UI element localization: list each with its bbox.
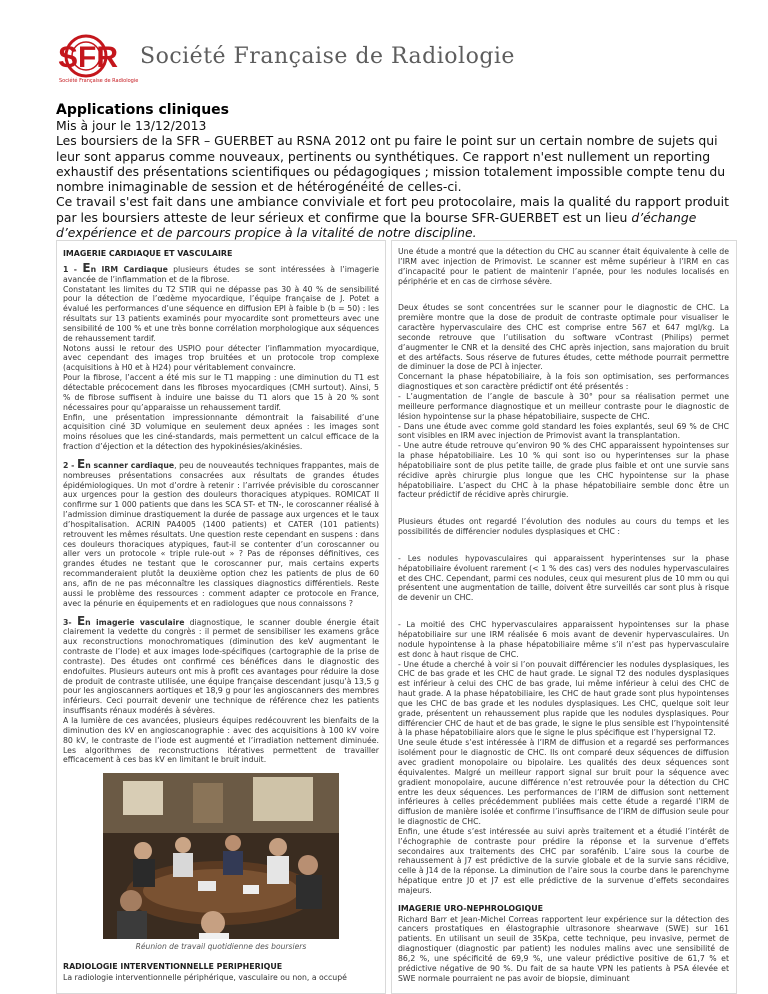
paragraph: Plusieurs études ont regardé l’évolution des nodules au cours du temps et les possibilités de différencier nodules dysplasiques et CHC : [398, 517, 729, 537]
section-heading-uro: IMAGERIE URO-NEPHROLOGIQUE [398, 903, 544, 913]
logo-subtitle: Société Française de Radiologie [59, 78, 139, 84]
paragraph: - L’augmentation de l’angle de bascule à 30° pour sa réalisation permet une meilleure performance diagnostique et un meilleur contraste pour le diagnostic de lésion hypointense sur la phase hépatobiliaire, suspecte de CHC. [398, 391, 729, 421]
intro-paragraph-2 [56, 194, 736, 240]
item-number: 2 - [63, 460, 78, 470]
intro-p2-text: Ce travail s'est fait dans une ambiance conviviale et fort peu protocolaire, mais la qualité du rapport produit par les boursiers atteste de leur sérieux et confirme que la bourse SFR-GUERBET est un lieu [56, 194, 729, 225]
meeting-photo [103, 773, 339, 939]
cardiac-ct-paragraph [63, 456, 379, 609]
right-column [391, 240, 737, 994]
paragraph: - Les nodules hypovasculaires qui apparaissent hyperintenses sur la phase hépatobiliaire évoluent rarement (< 1 % des cas) vers des nodules hypervasculaires et des CHC. Cependant, parmi ces nodules, ceux qui mesurent plus de 10 mm ou qui présentent une augmentation de taille, doivent être surveillés car sont plus à risque de devenir un CHC. [398, 553, 729, 603]
section-heading-interventional: RADIOLOGIE INTERVENTIONNELLE PERIPHERIQUE [63, 962, 283, 972]
paragraph: A la lumière de ces avancées, plusieurs équipes redécouvrent les bienfaits de la diminution des kV en angioscanographie : avec des acquisitions à 100 kV voire 80 kV, le contraste de l’iode est augmenté et l’irradiation nettement diminuée. Les algorithmes de reconstructions itératives permettent de travailler efficacement à ces bas kV en limitant le bruit induit. [63, 715, 379, 765]
left-column [56, 240, 386, 994]
paragraph: - Dans une étude avec comme gold standard les foies explantés, seul 69 % de CHC sont visibles en IRM avec injection de Primovist avant la transplantation. [398, 421, 729, 441]
item-text: , peu de nouveautés techniques frappantes, mais de nombreuses présentations consacrées aux résultats de grandes études épidémiologiques. Un mot d’ordre à retenir : l’arrivée prévisible du coroscanner aux urgences pour la gestion des douleurs thoraciques atypiques. ROMICAT II confirme sur 1 000 patients que dans les SCA ST- et TN-, le coroscanner réalisé à l’admission diminue drastiquement la durée de passage aux urgences et le taux d’hospitalisation. ACRIN PA4005 (1400 patients) et CATER (101 patients) retrouvent les mêmes résultats. Une question reste cependant en suspens : dans ces douleurs thoraciques atypiques, faut-il se contenter d’un coroscanner ou aller vers un protocole « triple rule-out » ? Pas de réponses définitives, ces grandes études ne testant que le coroscanner pur, mais certains experts recommanderaient plutôt la deuxième option chez les patients de plus de 60 ans, afin de ne pas méconnaître les classiques diagnostics différentiels. Reste aussi le problème des ressources : comment adapter ce protocole en France, avec la pénurie en équipements et en radiologues que nous connaissons ? [63, 460, 379, 608]
paragraph: La radiologie interventionnelle périphérique, vasculaire ou non, a occupé [63, 972, 347, 982]
section-heading-cardiac: IMAGERIE CARDIAQUE ET VASCULAIRE [63, 249, 233, 258]
item-title: n scanner cardiaque [85, 460, 175, 470]
paragraph: Pour la fibrose, l’accent a été mis sur le T1 mapping : une diminution du T1 est détectable précocement dans les fibroses myocardiques (CMH surtout). Ainsi, 5 % de fibrose suffisent à induire une baisse du T1 alors que 15 à 20 % sont nécessaires pour qu’apparaisse un rehaussement tardif. [63, 373, 379, 412]
intro-p2-italic: d’échange d’expérience et de parcours propice à la vitalité de notre discipline. [56, 209, 697, 241]
paragraph: Notons aussi le retour des USPIO pour détecter l’inflammation myocardique, avec cependant des images trop bruitées et un protocole trop complexe (acquisitions à H0 et à H24) pour véritablement convaincre. [63, 343, 379, 373]
paragraph: Deux études se sont concentrées sur le scanner pour le diagnostic de CHC. La première montre que la dose de produit de contraste optimale pour visualiser le caractère hypervasculaire des CHC est comprise entre 567 et 647 mgI/kg. La seconde retrouve que l’utilisation du software vContrast (Philips) permet d’augmenter le CNR et la densité des CHC après injection, sans majoration du bruit et des artéfacts. Sous réserve de futures études, cette méthode pourrait permettre de diminuer la dose de PCI à injecter. [398, 303, 729, 372]
dropcap: E [82, 260, 91, 275]
dropcap: E [76, 613, 86, 628]
item-text: diagnostique, le scanner double énergie était clairement la vedette du congrès : il permet de sensibiliser les examens grâce aux reconstructions monochromatiques (diminution des keV augmentant le contraste de l’Iode) et aux images Iode-spécifiques (cartographie de la prise de contraste). Des études ont confirmé ces bénéfices dans le diagnostic des endofuites. Plusieurs auteurs ont mis à profit ces avantages pour réduire la dose de produit de contraste utilisée, une équipe française descendant jusqu’à 13,5 g pour les angioscanners aortiques et 18,9 g pour les angioscanners des membres inférieurs. Ceci pourrait devenir une technique de référence chez les patients insuffisants rénaux modérés à sévères. [63, 617, 379, 716]
svg-text:SFR: SFR [58, 41, 118, 74]
item-title: n imagerie vasculaire [85, 617, 185, 627]
intro [56, 118, 736, 240]
item-number: 1 - [63, 264, 83, 274]
page-title: Applications cliniques [56, 102, 229, 118]
paragraph: Enfin, une étude s’est intéressée au suivi après traitement et a étudié l’intérêt de l’échographie de contraste pour prédire la réponse et la survenue d’effets secondaires aux traitements des CHC par sorafénib. L’aire sous la courbe de rehaussement à J7 est prédictive de la survie globale et de la survie sans récidive, celle à J14 de la réponse. La diminution de l’aire sous la courbe dans le parenchyme hépatique entre J0 et J7 est elle prédictive de la survenue d’effets secondaires majeurs. [398, 826, 729, 895]
photo-caption: Réunion de travail quotidienne des boursiers [135, 942, 307, 952]
cardiac-mri-paragraph [63, 260, 379, 285]
site-header [56, 34, 736, 90]
paragraph: Enfin, une présentation impressionnante démontrait la faisabilité d’une acquisition ciné 3D volumique en seulement deux apnées : les images sont moins résolues que les ciné-standards, mais permettent un calcul efficace de la fraction d’éjection et la détection des hypokinésies/akinésies. [63, 412, 379, 452]
paragraph: Une seule étude s’est intéressée à l’IRM de diffusion et a regardé ses performances isolément pour le diagnostic de CHC. Ils ont comparé deux séquences de diffusion avec gradient monopolaire ou bipolaire. Les qualités des deux séquences sont équivalentes. Malgré un meilleur rapport signal sur bruit pour la séquence avec gradient monopolaire, aucune différence n’est retrouvée pour la détection du CHC entre les deux séquences. Les performances de l’IRM de diffusion sont nettement inférieures à celles précédemment publiées mais cette étude a regardé l’IRM de diffusion de manière isolée et confirme l’insuffisance de l’IRM de diffusion seule pour le diagnostic de CHC. [398, 738, 729, 827]
item-text: plusieurs études se sont intéressées à l’imagerie avancée de l’inflammation et de la fibrose. [63, 264, 379, 284]
paragraph: - Une autre étude retrouve qu’environ 90 % des CHC apparaissent hypointenses sur la phase hépatobiliaire. Les 10 % qui sont iso ou hyperintenses sur la phase hépatobiliaire sont de plus petite taille, de grade plus faible et ont une survie sans récidive après chirurgie plus longue que les CHC hypointense sur la phase hépatobiliaire. L’aspect du CHC à la phase hépatobiliaire semble donc être un facteur prédictif de récidive après chirurgie. [398, 441, 729, 500]
site-title[interactable]: Société Française de Radiologie [140, 44, 515, 69]
paragraph: Constatant les limites du T2 STIR qui ne dépasse pas 30 à 40 % de sensibilité pour la détection de l’œdème myocardique, l’équipe française de J. Potet a évalué les performances d’une séquence en diffusion EPI à faible b (b = 50) : les résultats sur 13 patients examinés pour myocardite sont prometteurs avec une sensibilité de 100 % et une très bonne corrélation morphologique aux séquences de rehaussement tardif. [63, 284, 379, 343]
item-title: n IRM Cardiaque [90, 264, 168, 274]
sfr-logo[interactable] [56, 34, 139, 86]
paragraph: - La moitié des CHC hypervasculaires apparaissent hypointenses sur la phase hépatobiliaire sur une IRM réalisée 6 mois avant de devenir hypervasculaires. Un nodule hypointense à la phase hépatobiliaire même s’il n’est pas hypervasculaire est donc à haut risque de CHC. [398, 620, 729, 659]
paragraph: Richard Barr et Jean-Michel Correas rapportent leur expérience sur la détection des cancers prostatiques en élastographie ultrasonore shearwave (SWE) sur 161 patients. En utilisant un seuil de 35Kpa, cette technique, peu invasive, permet de diagnostiquer (diagnostic par patient) les nodules malins avec une sensibilité de 86,2 %, une spécificité de 69,9 %, une valeur prédictive positive de 61,7 % et prédictive négative de 90 %. Du fait de sa haute VPN les patients à PSA élevée et SWE normale pourraient ne pas avoir de biopsie, diminuant [398, 914, 729, 983]
vascular-imaging-paragraph [63, 613, 379, 716]
paragraph: Concernant la phase hépatobiliaire, à la fois son optimisation, ses performances diagnostiques et son caractère prédictif ont été présentés : [398, 372, 729, 392]
updated-date: Mis à jour le 13/12/2013 [56, 118, 207, 133]
paragraph: Une étude a montré que la détection du CHC au scanner était équivalente à celle de l’IRM avec injection de Primovist. Le scanner est même supérieur à l’IRM en cas d’incapacité pour le patient de maintenir l’apnée, pour les nodules localisés en périphérie et en cas de cirrhose sévère. [398, 247, 729, 286]
paragraph: - Une étude a cherché à voir si l’on pouvait différencier les nodules dysplasiques, les CHC de bas grade et les CHC de haut grade. Le signal T2 des nodules dysplasiques est inférieur à celui des CHC de bas grade, lui même inférieur à celui des CHC de haut grade. A la phase hépatobiliaire, les CHC de haut grade sont plus hypointenses que les CHC de bas grade et les nodules dysplasiques. Les CHC, quelque soit leur grade, présentent un rehaussement plus rapide que les nodules dysplasiques. Pour différencier CHC de haut et de bas grade, le signe le plus sensible est l’hypointensité à la phase hépatobiliaire alors que le signe le plus spécifique est l’hypersignal T2. [398, 659, 729, 738]
intro-paragraph-1: Les boursiers de la SFR – GUERBET au RSNA 2012 ont pu faire le point sur un certain nombre de sujets qui leur sont apparus comme nouveaux, pertinents ou synthétiques. Ce rapport n'est nullement un reporting exhaustif des présentations scientifiques ou pédagogiques ; mission totalement impossible compte tenu du nombre inimaginable de session et de hétérogénéité de celles-ci. [56, 133, 726, 195]
dropcap: E [77, 456, 86, 471]
item-number: 3- [63, 617, 77, 627]
